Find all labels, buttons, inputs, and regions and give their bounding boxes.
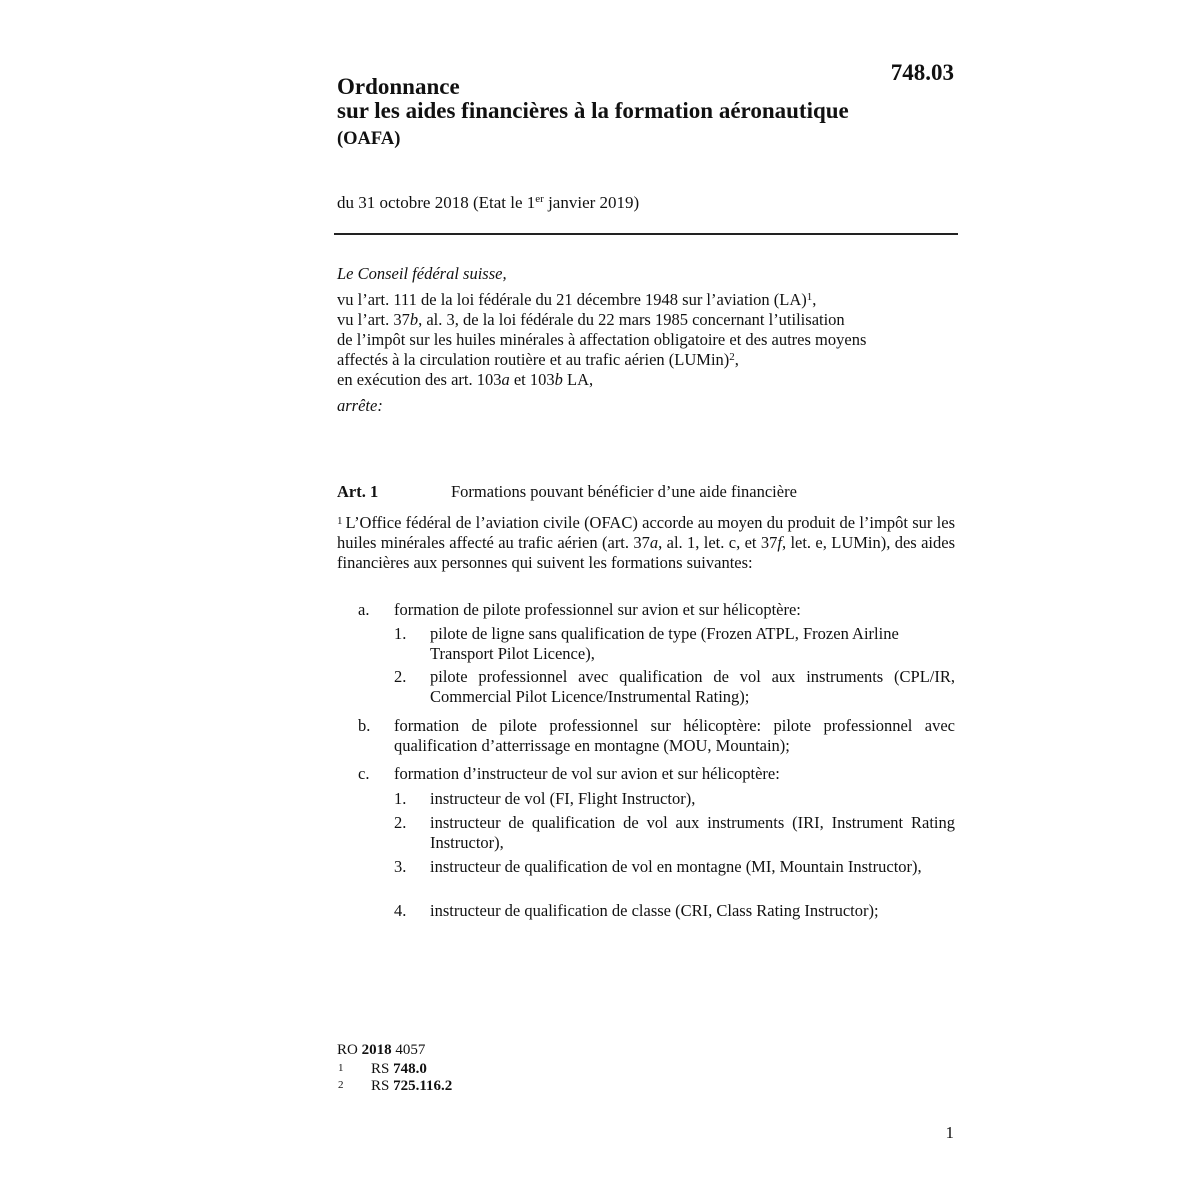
systematic-number: 748.03	[890, 60, 954, 85]
article-title: Formations pouvant bénéficier d’une aide financière	[451, 482, 797, 501]
preamble-line-5-d: b	[554, 370, 563, 389]
title-line-1: Ordonnance	[337, 74, 460, 99]
header-divider	[334, 233, 958, 235]
date-prefix: du 31 octobre 2018 (Etat le 1	[337, 193, 536, 212]
list-item-label: c.	[358, 764, 370, 783]
preamble-line-3: de l’impôt sur les huiles minérales à affectation obligatoire et des autres moyens	[337, 330, 867, 349]
title-line-2: sur les aides financières à la formation aéronautique	[337, 98, 849, 123]
list-item-text: formation de pilote professionnel sur hélicoptère: pilote professionnel avec qualification d’atterrissage en montagne (MOU, Mountain);	[394, 716, 955, 755]
footnote-text	[371, 1061, 427, 1078]
preamble-line-5	[337, 370, 957, 390]
page-number: 1	[945, 1123, 954, 1142]
footnote-reference-link[interactable]: 725.116.2	[393, 1078, 453, 1094]
article-paragraph	[337, 511, 955, 573]
ro-reference	[337, 1042, 425, 1059]
sub-item-text: pilote de ligne sans qualification de type (Frozen ATPL, Frozen Airline Transport Pilot Licence),	[430, 624, 899, 663]
ro-prefix: RO	[337, 1042, 362, 1058]
preamble-line-5-e: LA,	[562, 370, 594, 389]
preamble-line-2-b: b	[409, 310, 419, 329]
preamble-decree: arrête:	[337, 396, 383, 415]
date-superscript: er	[535, 193, 544, 205]
preamble-line-4-text: affectés à la circulation routière et au trafic aérien (LUMin)	[337, 350, 730, 369]
enactment-date	[337, 193, 639, 213]
footnote-number: 1	[338, 1062, 344, 1074]
date-suffix: janvier 2019)	[543, 193, 640, 212]
sub-item-text: pilote professionnel avec qualification de vol aux instruments (CPL/IR, Commercial Pilot Licence/Instrumental Rating);	[430, 667, 955, 706]
list-item-text: formation de pilote professionnel sur avion et sur hélicoptère:	[394, 600, 801, 619]
footnote-prefix: RS	[371, 1061, 394, 1077]
preamble-line-2	[337, 310, 957, 330]
footnote-reference-link[interactable]: 748.0	[393, 1061, 427, 1077]
sub-item-text: instructeur de qualification de vol aux instruments (IRI, Instrument Rating Instructor),	[430, 813, 955, 852]
preamble-line-4	[337, 350, 957, 370]
sub-item-label: 1.	[394, 789, 407, 808]
paragraph-number: 1	[337, 515, 343, 527]
list-item-text: formation d’instructeur de vol sur avion et sur hélicoptère:	[394, 764, 780, 783]
paragraph-text-1: L’Office fédéral de l’aviation civile (OFAC) accorde au moyen du produit de l’impôt sur les huiles minérales affecté au trafic aérien (art. 37	[337, 513, 955, 552]
preamble-line-2-c: , al. 3, de la loi fédérale du 22 mars 1985 concernant l’utilisation	[418, 310, 845, 329]
preamble-line-1	[337, 290, 957, 310]
sub-item-label: 2.	[394, 667, 407, 686]
sub-item-label: 4.	[394, 901, 407, 920]
ro-page: 4057	[391, 1042, 426, 1058]
sub-item-text: instructeur de qualification de vol en montagne (MI, Mountain Instructor),	[430, 857, 922, 876]
list-item-label: b.	[358, 716, 371, 735]
preamble-line-1-text: vu l’art. 111 de la loi fédérale du 21 décembre 1948 sur l’aviation (LA)	[337, 290, 807, 309]
article-number: Art. 1	[337, 482, 379, 501]
preamble-line-5-a: en exécution des art. 103	[337, 370, 502, 389]
footnote-prefix: RS	[371, 1078, 394, 1094]
list-item-label: a.	[358, 600, 370, 619]
footnote-text	[371, 1078, 452, 1095]
preamble-line-2-a: vu l’art. 37	[337, 310, 410, 329]
preamble-line-4-end: ,	[734, 350, 739, 369]
paragraph-text-3: , let. e, LUMin), des aides financières aux personnes qui suivent les formations suivantes:	[337, 533, 955, 572]
title-abbreviation: (OAFA)	[337, 129, 401, 149]
preamble-line-5-b: a	[501, 370, 510, 389]
sub-item-label: 2.	[394, 813, 407, 832]
sub-item-label: 1.	[394, 624, 407, 643]
preamble-authority: Le Conseil fédéral suisse,	[337, 264, 507, 283]
preamble-line-1-end: ,	[812, 290, 817, 309]
footnote-ref-2[interactable]: 2	[729, 351, 735, 363]
preamble-line-5-c: et 103	[509, 370, 555, 389]
footnote-number: 2	[338, 1079, 344, 1091]
paragraph-text-2: , al. 1, let. c, et 37	[658, 533, 778, 552]
paragraph-italic-1: a	[649, 533, 659, 552]
sub-item-label: 3.	[394, 857, 407, 876]
sub-item-text: instructeur de vol (FI, Flight Instructor),	[430, 789, 696, 808]
sub-item-text: instructeur de qualification de classe (CRI, Class Rating Instructor);	[430, 901, 879, 920]
footnote-ref-1[interactable]: 1	[806, 291, 813, 303]
paragraph-italic-2: f	[777, 533, 782, 552]
ro-year: 2018	[361, 1042, 392, 1058]
